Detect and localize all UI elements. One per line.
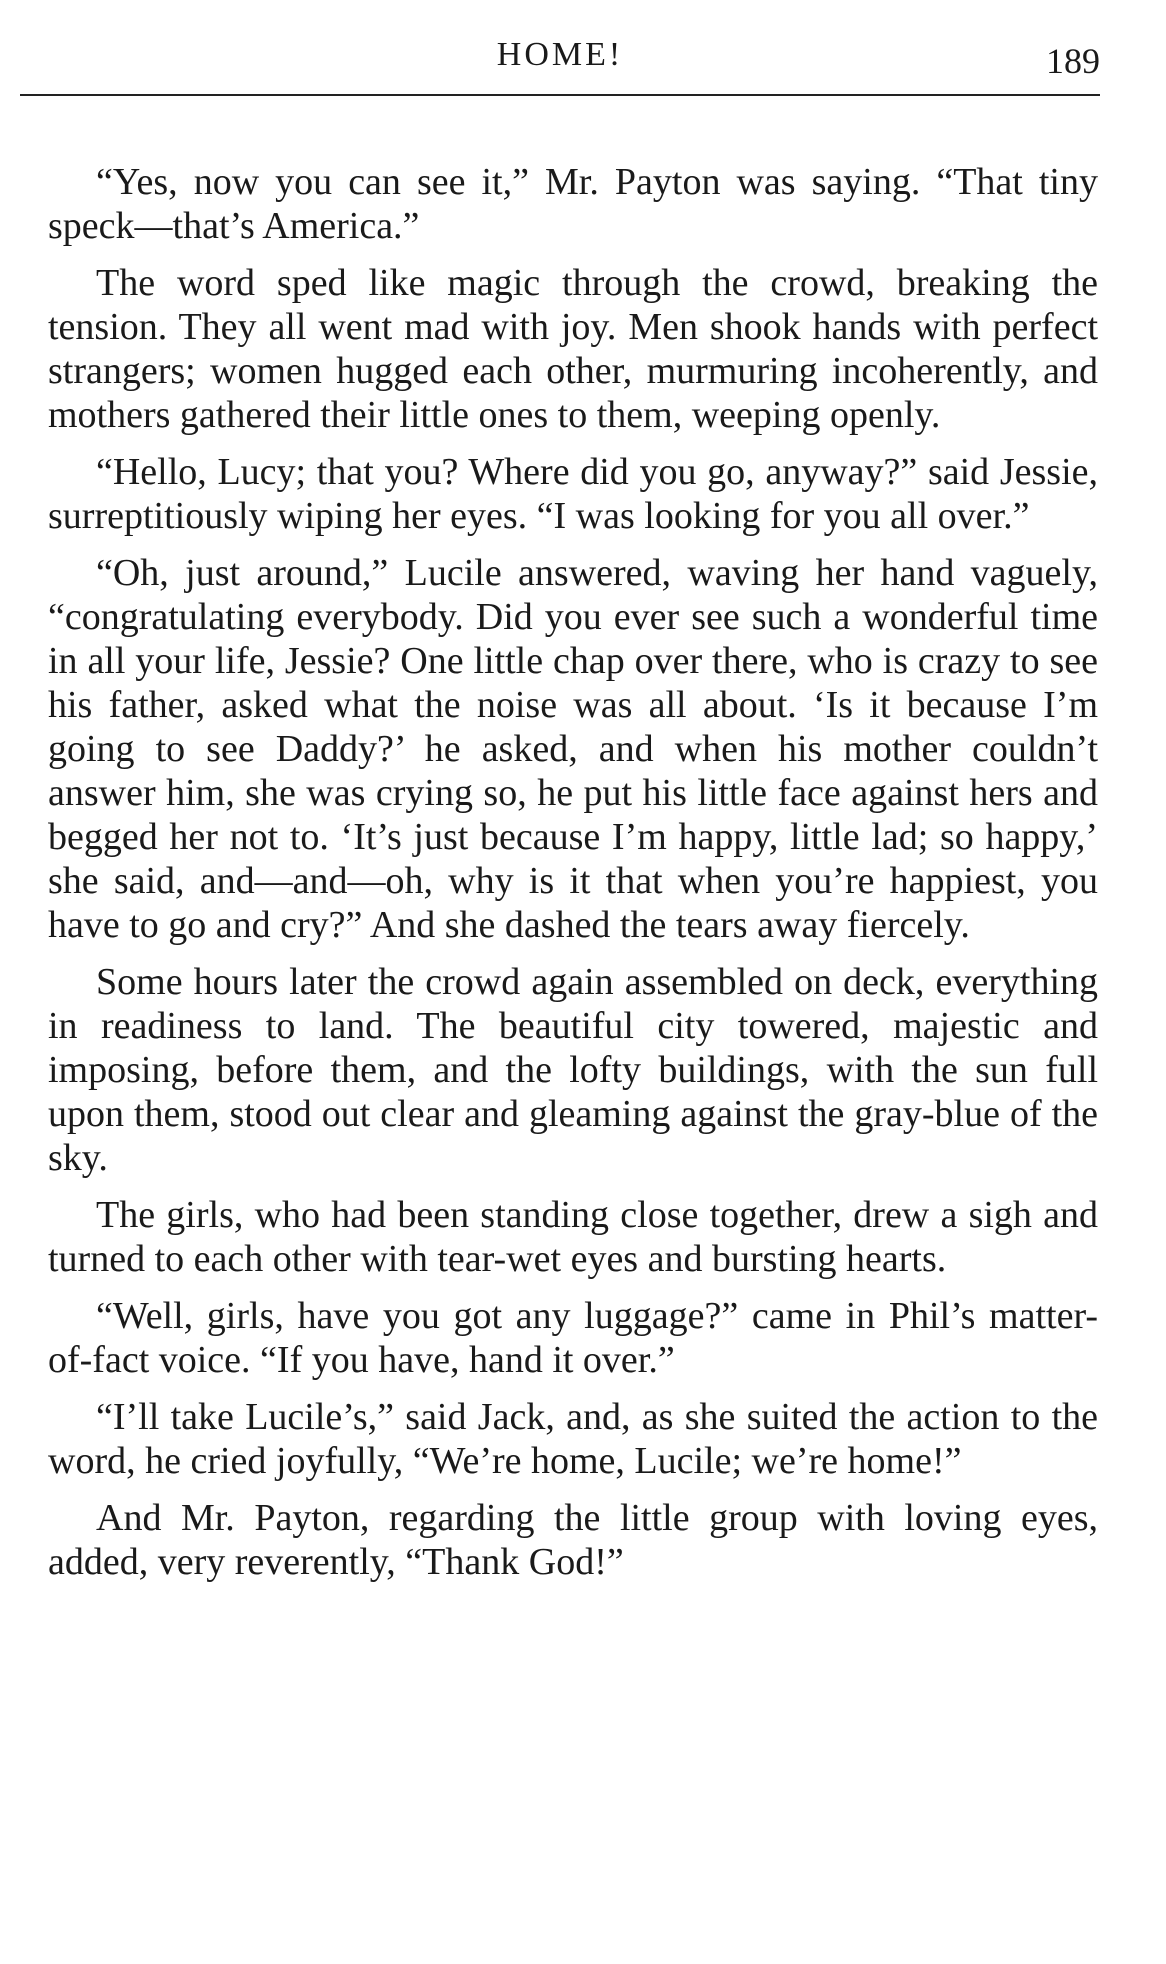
paragraph: And Mr. Payton, regarding the little group with loving eyes, added, very reverently, “Thank God!” — [48, 1497, 1098, 1583]
paragraph: “I’ll take Lucile’s,” said Jack, and, as she suited the action to the word, he cried joyfully, “We’re home, Lucile; we’re home!” — [48, 1396, 1098, 1482]
paragraph: Some hours later the crowd again assembled on deck, everything in readiness to land. The beautiful city towered, majestic and imposing, before them, and the lofty buildings, with the sun full upon them, stood out clear and gleaming against the gray-blue of the sky. — [48, 961, 1098, 1179]
body-text — [48, 160, 1098, 1597]
paragraph: “Yes, now you can see it,” Mr. Payton was saying. “That tiny speck—that’s America.” — [48, 161, 1098, 247]
paragraph: The word sped like magic through the crowd, breaking the tension. They all went mad with joy. Men shook hands with perfect strangers; women hugged each other, murmuring incoherently, and mothers gathered their little ones to them, weeping openly. — [48, 262, 1098, 436]
paragraph: The girls, who had been standing close together, drew a sigh and turned to each other with tear-wet eyes and bursting hearts. — [48, 1194, 1098, 1280]
header-rule — [20, 94, 1100, 96]
running-title: HOME! — [496, 36, 624, 73]
page-number: 189 — [1046, 41, 1100, 81]
paragraph: “Oh, just around,” Lucile answered, waving her hand vaguely, “congratulating everybody. Did you ever see such a wonderful time in all your life, Jessie? One little chap over there, who is crazy to see his father, asked what the noise was all about. ‘Is it because I’m going to see Daddy?’ he asked, and when his mother couldn’t answer him, she was crying so, he put his little face against hers and begged her not to. ‘It’s just because I’m happy, little lad; so happy,’ she said, and—and—oh, why is it that when you’re happiest, you have to go and cry?” And she dashed the tears away fiercely. — [48, 552, 1098, 946]
paragraph: “Well, girls, have you got any luggage?” came in Phil’s matter-of-fact voice. “If you have, hand it over.” — [48, 1295, 1098, 1381]
paragraph: “Hello, Lucy; that you? Where did you go, anyway?” said Jessie, surreptitiously wiping her eyes. “I was looking for you all over.” — [48, 451, 1098, 537]
running-head — [20, 36, 1100, 96]
